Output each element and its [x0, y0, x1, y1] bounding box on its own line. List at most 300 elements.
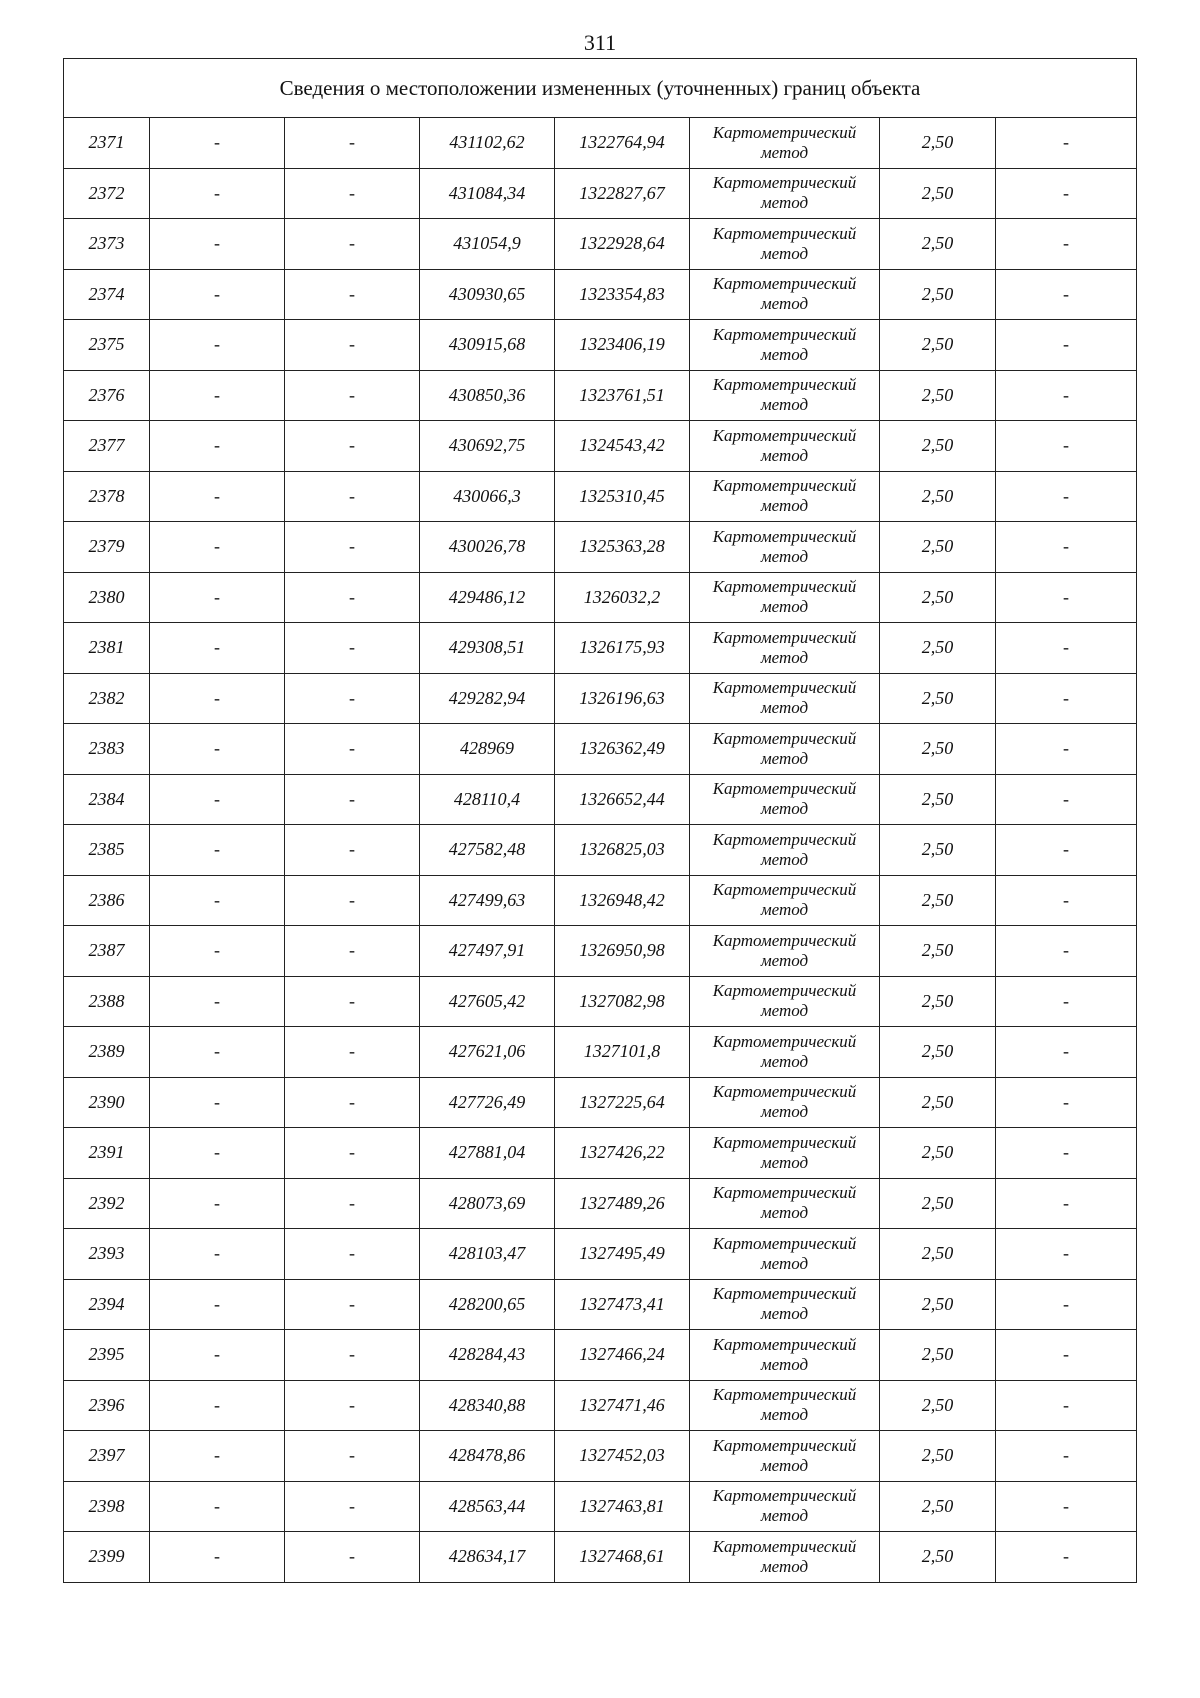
method-text-line: метод: [760, 1203, 809, 1223]
x-coordinate-cell: 430930,65: [420, 269, 555, 320]
existing-x-cell: -: [150, 623, 285, 674]
existing-x-cell: -: [150, 1027, 285, 1078]
description-cell: -: [996, 370, 1137, 421]
point-number-cell: 2377: [64, 421, 150, 472]
existing-x-cell: -: [150, 1279, 285, 1330]
accuracy-cell: 2,50: [880, 673, 996, 724]
method-text-line: Картометрический: [712, 930, 857, 950]
method-text-line: метод: [760, 1102, 809, 1122]
method-text-line: Картометрический: [712, 526, 857, 546]
existing-x-cell: -: [150, 825, 285, 876]
y-coordinate-cell: 1322764,94: [555, 118, 690, 169]
accuracy-cell: 2,50: [880, 1532, 996, 1583]
method-cell: [690, 269, 880, 320]
existing-y-cell: -: [285, 774, 420, 825]
accuracy-cell: 2,50: [880, 1128, 996, 1179]
existing-y-cell: -: [285, 1330, 420, 1381]
method-text-line: метод: [760, 1253, 809, 1273]
method-text-line: метод: [760, 294, 809, 314]
existing-x-cell: -: [150, 269, 285, 320]
method-text-line: Картометрический: [712, 1486, 857, 1506]
point-number-cell: 2371: [64, 118, 150, 169]
method-text-line: Картометрический: [712, 880, 857, 900]
method-cell: [690, 421, 880, 472]
y-coordinate-cell: 1326948,42: [555, 875, 690, 926]
description-cell: -: [996, 1532, 1137, 1583]
accuracy-cell: 2,50: [880, 269, 996, 320]
description-cell: -: [996, 875, 1137, 926]
description-cell: -: [996, 471, 1137, 522]
method-text-line: Картометрический: [712, 627, 857, 647]
method-text-line: метод: [760, 597, 809, 617]
method-cell: [690, 774, 880, 825]
method-cell: [690, 1229, 880, 1280]
table-row: [64, 219, 1137, 270]
table-row: [64, 623, 1137, 674]
description-cell: -: [996, 1330, 1137, 1381]
description-cell: -: [996, 522, 1137, 573]
accuracy-cell: 2,50: [880, 724, 996, 775]
y-coordinate-cell: 1327225,64: [555, 1077, 690, 1128]
method-text-line: Картометрический: [712, 1435, 857, 1455]
point-number-cell: 2386: [64, 875, 150, 926]
table-row: [64, 1128, 1137, 1179]
existing-x-cell: -: [150, 774, 285, 825]
existing-x-cell: -: [150, 1481, 285, 1532]
description-cell: -: [996, 572, 1137, 623]
table-row: [64, 370, 1137, 421]
existing-y-cell: -: [285, 1532, 420, 1583]
point-number-cell: 2396: [64, 1380, 150, 1431]
method-text-line: метод: [760, 1556, 809, 1576]
point-number-cell: 2384: [64, 774, 150, 825]
existing-x-cell: -: [150, 421, 285, 472]
x-coordinate-cell: 427726,49: [420, 1077, 555, 1128]
table-row: [64, 1532, 1137, 1583]
y-coordinate-cell: 1325363,28: [555, 522, 690, 573]
existing-x-cell: -: [150, 1229, 285, 1280]
existing-x-cell: -: [150, 1330, 285, 1381]
existing-y-cell: -: [285, 370, 420, 421]
y-coordinate-cell: 1322827,67: [555, 168, 690, 219]
method-cell: [690, 926, 880, 977]
existing-y-cell: -: [285, 976, 420, 1027]
method-text-line: метод: [760, 1506, 809, 1526]
method-cell: [690, 673, 880, 724]
x-coordinate-cell: 428110,4: [420, 774, 555, 825]
point-number-cell: 2380: [64, 572, 150, 623]
accuracy-cell: 2,50: [880, 471, 996, 522]
point-number-cell: 2390: [64, 1077, 150, 1128]
y-coordinate-cell: 1323354,83: [555, 269, 690, 320]
point-number-cell: 2391: [64, 1128, 150, 1179]
accuracy-cell: 2,50: [880, 774, 996, 825]
description-cell: -: [996, 673, 1137, 724]
description-cell: -: [996, 774, 1137, 825]
method-text-line: метод: [760, 1051, 809, 1071]
y-coordinate-cell: 1326196,63: [555, 673, 690, 724]
existing-x-cell: -: [150, 673, 285, 724]
existing-y-cell: -: [285, 1380, 420, 1431]
y-coordinate-cell: 1327426,22: [555, 1128, 690, 1179]
existing-y-cell: -: [285, 1027, 420, 1078]
point-number-cell: 2372: [64, 168, 150, 219]
x-coordinate-cell: 427881,04: [420, 1128, 555, 1179]
point-number-cell: 2378: [64, 471, 150, 522]
x-coordinate-cell: 428969: [420, 724, 555, 775]
existing-y-cell: -: [285, 269, 420, 320]
y-coordinate-cell: 1327468,61: [555, 1532, 690, 1583]
table-row: [64, 1229, 1137, 1280]
point-number-cell: 2398: [64, 1481, 150, 1532]
method-text-line: Картометрический: [712, 375, 857, 395]
description-cell: -: [996, 825, 1137, 876]
x-coordinate-cell: 430692,75: [420, 421, 555, 472]
method-text-line: Картометрический: [712, 1334, 857, 1354]
method-cell: [690, 471, 880, 522]
existing-y-cell: -: [285, 522, 420, 573]
method-text-line: Картометрический: [712, 1132, 857, 1152]
accuracy-cell: 2,50: [880, 1279, 996, 1330]
method-text-line: метод: [760, 395, 809, 415]
description-cell: -: [996, 269, 1137, 320]
description-cell: -: [996, 1128, 1137, 1179]
table-row: [64, 1330, 1137, 1381]
y-coordinate-cell: 1326950,98: [555, 926, 690, 977]
x-coordinate-cell: 431102,62: [420, 118, 555, 169]
description-cell: -: [996, 1027, 1137, 1078]
point-number-cell: 2373: [64, 219, 150, 270]
table-title-row: [64, 59, 1137, 118]
method-cell: [690, 875, 880, 926]
method-text-line: Картометрический: [712, 981, 857, 1001]
description-cell: -: [996, 1077, 1137, 1128]
method-text-line: метод: [760, 1354, 809, 1374]
y-coordinate-cell: 1327495,49: [555, 1229, 690, 1280]
point-number-cell: 2387: [64, 926, 150, 977]
accuracy-cell: 2,50: [880, 825, 996, 876]
existing-y-cell: -: [285, 1279, 420, 1330]
method-text-line: метод: [760, 1304, 809, 1324]
y-coordinate-cell: 1327082,98: [555, 976, 690, 1027]
table-row: [64, 926, 1137, 977]
method-text-line: Картометрический: [712, 829, 857, 849]
description-cell: -: [996, 1380, 1137, 1431]
point-number-cell: 2394: [64, 1279, 150, 1330]
y-coordinate-cell: 1327471,46: [555, 1380, 690, 1431]
description-cell: -: [996, 118, 1137, 169]
method-text-line: метод: [760, 698, 809, 718]
method-cell: [690, 219, 880, 270]
accuracy-cell: 2,50: [880, 118, 996, 169]
existing-y-cell: -: [285, 118, 420, 169]
existing-y-cell: -: [285, 623, 420, 674]
method-cell: [690, 1380, 880, 1431]
existing-y-cell: -: [285, 1431, 420, 1482]
table-row: [64, 1027, 1137, 1078]
accuracy-cell: 2,50: [880, 1380, 996, 1431]
x-coordinate-cell: 430915,68: [420, 320, 555, 371]
description-cell: -: [996, 976, 1137, 1027]
page-number: 311: [583, 30, 617, 55]
method-cell: [690, 1077, 880, 1128]
description-cell: -: [996, 926, 1137, 977]
existing-y-cell: -: [285, 168, 420, 219]
table-body: [64, 59, 1137, 1583]
x-coordinate-cell: 428200,65: [420, 1279, 555, 1330]
y-coordinate-cell: 1327473,41: [555, 1279, 690, 1330]
method-text-line: метод: [760, 647, 809, 667]
y-coordinate-cell: 1327463,81: [555, 1481, 690, 1532]
method-cell: [690, 623, 880, 674]
method-text-line: Картометрический: [712, 223, 857, 243]
table-row: [64, 825, 1137, 876]
existing-y-cell: -: [285, 421, 420, 472]
method-text-line: метод: [760, 1405, 809, 1425]
method-text-line: Картометрический: [712, 476, 857, 496]
accuracy-cell: 2,50: [880, 1077, 996, 1128]
existing-y-cell: -: [285, 1229, 420, 1280]
existing-x-cell: -: [150, 1532, 285, 1583]
accuracy-cell: 2,50: [880, 522, 996, 573]
method-text-line: метод: [760, 243, 809, 263]
point-number-cell: 2385: [64, 825, 150, 876]
y-coordinate-cell: 1322928,64: [555, 219, 690, 270]
existing-y-cell: -: [285, 1481, 420, 1532]
accuracy-cell: 2,50: [880, 623, 996, 674]
existing-y-cell: -: [285, 471, 420, 522]
table-row: [64, 673, 1137, 724]
method-text-line: метод: [760, 950, 809, 970]
table-row: [64, 320, 1137, 371]
point-number-cell: 2379: [64, 522, 150, 573]
x-coordinate-cell: 431084,34: [420, 168, 555, 219]
accuracy-cell: 2,50: [880, 1027, 996, 1078]
y-coordinate-cell: 1326032,2: [555, 572, 690, 623]
method-cell: [690, 1330, 880, 1381]
x-coordinate-cell: 428284,43: [420, 1330, 555, 1381]
table-row: [64, 875, 1137, 926]
method-cell: [690, 522, 880, 573]
point-number-cell: 2376: [64, 370, 150, 421]
existing-x-cell: -: [150, 875, 285, 926]
table-row: [64, 471, 1137, 522]
x-coordinate-cell: 429282,94: [420, 673, 555, 724]
description-cell: -: [996, 623, 1137, 674]
description-cell: -: [996, 1481, 1137, 1532]
method-text-line: метод: [760, 445, 809, 465]
existing-y-cell: -: [285, 926, 420, 977]
point-number-cell: 2393: [64, 1229, 150, 1280]
method-cell: [690, 1431, 880, 1482]
x-coordinate-cell: 429486,12: [420, 572, 555, 623]
x-coordinate-cell: 427582,48: [420, 825, 555, 876]
accuracy-cell: 2,50: [880, 1229, 996, 1280]
description-cell: -: [996, 1431, 1137, 1482]
x-coordinate-cell: 428103,47: [420, 1229, 555, 1280]
method-cell: [690, 320, 880, 371]
description-cell: -: [996, 421, 1137, 472]
y-coordinate-cell: 1323761,51: [555, 370, 690, 421]
point-number-cell: 2399: [64, 1532, 150, 1583]
existing-y-cell: -: [285, 1178, 420, 1229]
method-cell: [690, 1279, 880, 1330]
table-row: [64, 1380, 1137, 1431]
x-coordinate-cell: 427621,06: [420, 1027, 555, 1078]
method-text-line: Картометрический: [712, 779, 857, 799]
method-text-line: метод: [760, 496, 809, 516]
method-cell: [690, 1128, 880, 1179]
accuracy-cell: 2,50: [880, 875, 996, 926]
method-text-line: Картометрический: [712, 1082, 857, 1102]
method-text-line: метод: [760, 546, 809, 566]
method-text-line: Картометрический: [712, 577, 857, 597]
existing-y-cell: -: [285, 572, 420, 623]
table-row: [64, 724, 1137, 775]
accuracy-cell: 2,50: [880, 926, 996, 977]
existing-x-cell: -: [150, 1178, 285, 1229]
existing-x-cell: -: [150, 572, 285, 623]
point-number-cell: 2381: [64, 623, 150, 674]
method-text-line: метод: [760, 849, 809, 869]
existing-x-cell: -: [150, 1128, 285, 1179]
existing-x-cell: -: [150, 370, 285, 421]
existing-y-cell: -: [285, 673, 420, 724]
x-coordinate-cell: 427497,91: [420, 926, 555, 977]
table-row: [64, 774, 1137, 825]
method-text-line: метод: [760, 142, 809, 162]
method-text-line: метод: [760, 1455, 809, 1475]
method-cell: [690, 1532, 880, 1583]
description-cell: -: [996, 219, 1137, 270]
method-text-line: Картометрический: [712, 274, 857, 294]
existing-y-cell: -: [285, 1077, 420, 1128]
y-coordinate-cell: 1326652,44: [555, 774, 690, 825]
y-coordinate-cell: 1326362,49: [555, 724, 690, 775]
point-number-cell: 2388: [64, 976, 150, 1027]
point-number-cell: 2374: [64, 269, 150, 320]
method-text-line: Картометрический: [712, 1284, 857, 1304]
method-text-line: Картометрический: [712, 1536, 857, 1556]
table-row: [64, 1431, 1137, 1482]
method-text-line: Картометрический: [712, 1233, 857, 1253]
accuracy-cell: 2,50: [880, 1431, 996, 1482]
x-coordinate-cell: 430850,36: [420, 370, 555, 421]
table-row: [64, 976, 1137, 1027]
y-coordinate-cell: 1327101,8: [555, 1027, 690, 1078]
y-coordinate-cell: 1324543,42: [555, 421, 690, 472]
x-coordinate-cell: 428634,17: [420, 1532, 555, 1583]
table-row: [64, 421, 1137, 472]
method-text-line: Картометрический: [712, 728, 857, 748]
description-cell: -: [996, 1178, 1137, 1229]
description-cell: -: [996, 724, 1137, 775]
method-text-line: Картометрический: [712, 324, 857, 344]
point-number-cell: 2397: [64, 1431, 150, 1482]
x-coordinate-cell: 428340,88: [420, 1380, 555, 1431]
x-coordinate-cell: 428563,44: [420, 1481, 555, 1532]
description-cell: -: [996, 320, 1137, 371]
accuracy-cell: 2,50: [880, 976, 996, 1027]
existing-x-cell: -: [150, 522, 285, 573]
y-coordinate-cell: 1327452,03: [555, 1431, 690, 1482]
accuracy-cell: 2,50: [880, 370, 996, 421]
y-coordinate-cell: 1327489,26: [555, 1178, 690, 1229]
accuracy-cell: 2,50: [880, 168, 996, 219]
method-cell: [690, 1481, 880, 1532]
accuracy-cell: 2,50: [880, 219, 996, 270]
existing-x-cell: -: [150, 320, 285, 371]
description-cell: -: [996, 1229, 1137, 1280]
existing-y-cell: -: [285, 875, 420, 926]
accuracy-cell: 2,50: [880, 1481, 996, 1532]
existing-y-cell: -: [285, 219, 420, 270]
existing-x-cell: -: [150, 926, 285, 977]
table-row: [64, 522, 1137, 573]
method-cell: [690, 825, 880, 876]
existing-x-cell: -: [150, 976, 285, 1027]
table-row: [64, 1178, 1137, 1229]
point-number-cell: 2389: [64, 1027, 150, 1078]
method-text-line: Картометрический: [712, 425, 857, 445]
x-coordinate-cell: 429308,51: [420, 623, 555, 674]
method-cell: [690, 118, 880, 169]
accuracy-cell: 2,50: [880, 1330, 996, 1381]
x-coordinate-cell: 430066,3: [420, 471, 555, 522]
existing-x-cell: -: [150, 118, 285, 169]
y-coordinate-cell: 1326825,03: [555, 825, 690, 876]
accuracy-cell: 2,50: [880, 320, 996, 371]
method-text-line: Картометрический: [712, 1031, 857, 1051]
description-cell: -: [996, 168, 1137, 219]
table-title: Сведения о местоположении измененных (уточненных) границ объекта: [64, 59, 1137, 118]
method-cell: [690, 370, 880, 421]
description-cell: -: [996, 1279, 1137, 1330]
method-cell: [690, 1027, 880, 1078]
accuracy-cell: 2,50: [880, 1178, 996, 1229]
method-text-line: Картометрический: [712, 1385, 857, 1405]
method-text-line: метод: [760, 193, 809, 213]
accuracy-cell: 2,50: [880, 572, 996, 623]
y-coordinate-cell: 1327466,24: [555, 1330, 690, 1381]
table-row: [64, 572, 1137, 623]
table-row: [64, 168, 1137, 219]
table-row: [64, 269, 1137, 320]
y-coordinate-cell: 1326175,93: [555, 623, 690, 674]
boundary-coordinates-table: [63, 58, 1137, 1583]
existing-x-cell: -: [150, 471, 285, 522]
method-cell: [690, 976, 880, 1027]
method-text-line: метод: [760, 344, 809, 364]
existing-x-cell: -: [150, 219, 285, 270]
x-coordinate-cell: 428478,86: [420, 1431, 555, 1482]
method-cell: [690, 572, 880, 623]
method-text-line: метод: [760, 900, 809, 920]
table-row: [64, 118, 1137, 169]
existing-x-cell: -: [150, 1380, 285, 1431]
point-number-cell: 2383: [64, 724, 150, 775]
existing-y-cell: -: [285, 825, 420, 876]
existing-x-cell: -: [150, 724, 285, 775]
x-coordinate-cell: 428073,69: [420, 1178, 555, 1229]
y-coordinate-cell: 1325310,45: [555, 471, 690, 522]
x-coordinate-cell: 427499,63: [420, 875, 555, 926]
y-coordinate-cell: 1323406,19: [555, 320, 690, 371]
existing-y-cell: -: [285, 320, 420, 371]
point-number-cell: 2395: [64, 1330, 150, 1381]
table-row: [64, 1077, 1137, 1128]
existing-x-cell: -: [150, 1077, 285, 1128]
